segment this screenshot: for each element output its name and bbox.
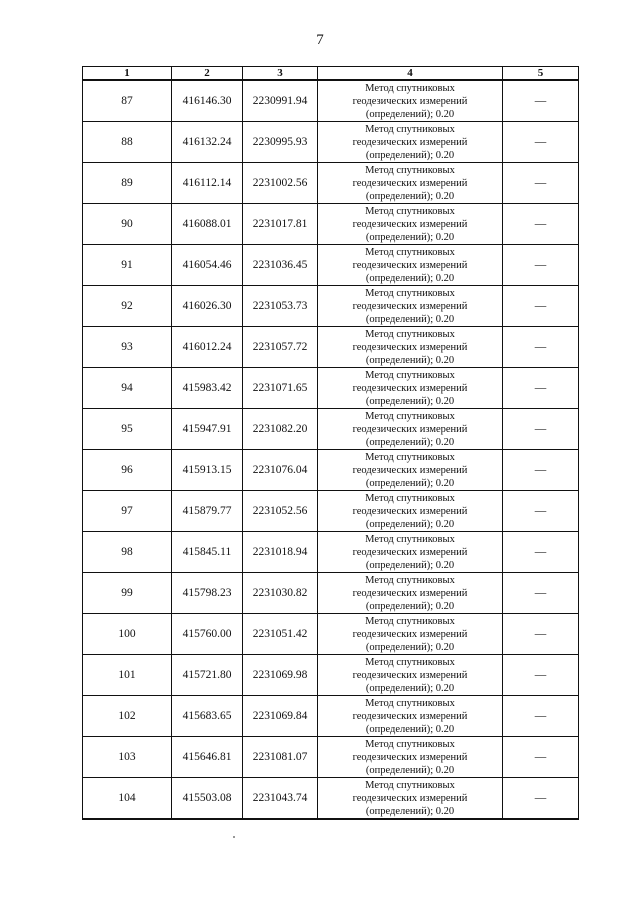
method-line: (определений); 0.20 [365,231,455,243]
method-line: геодезических измерений [352,382,468,394]
method-line: геодезических измерений [352,177,468,189]
method-line: (определений); 0.20 [365,354,455,366]
x-coordinate-cell: 416054.46 [172,245,243,286]
method-line: геодезических измерений [352,751,468,763]
method-cell [318,409,503,450]
point-number-cell: 88 [83,122,172,163]
method-line: (определений); 0.20 [365,313,455,325]
column-5-cell: — [503,409,579,450]
method-line: Метод спутниковых [365,656,455,668]
method-cell [318,778,503,820]
x-coordinate-cell: 415646.81 [172,737,243,778]
point-number-cell: 100 [83,614,172,655]
column-5-cell: — [503,655,579,696]
method-line: (определений); 0.20 [365,272,455,284]
column-header-2: 2 [172,67,243,81]
table-row [83,163,579,204]
method-line: Метод спутниковых [365,246,455,258]
method-line: Метод спутниковых [365,328,455,340]
x-coordinate-cell: 416026.30 [172,286,243,327]
y-coordinate-cell: 2230995.93 [243,122,318,163]
method-line: геодезических измерений [352,710,468,722]
method-line: (определений); 0.20 [365,395,455,407]
table-body [83,80,579,819]
y-coordinate-cell: 2231053.73 [243,286,318,327]
method-line: Метод спутниковых [365,697,455,709]
table-row [83,532,579,573]
method-cell [318,491,503,532]
method-line: геодезических измерений [352,341,468,353]
method-line: геодезических измерений [352,300,468,312]
method-line: (определений); 0.20 [365,477,455,489]
method-line: Метод спутниковых [365,123,455,135]
column-header-5: 5 [503,67,579,81]
point-number-cell: 96 [83,450,172,491]
method-cell [318,655,503,696]
column-5-cell: — [503,245,579,286]
table-row [83,204,579,245]
method-cell [318,368,503,409]
column-header-4: 4 [318,67,503,81]
x-coordinate-cell: 415683.65 [172,696,243,737]
x-coordinate-cell: 416112.14 [172,163,243,204]
method-cell [318,163,503,204]
method-line: Метод спутниковых [365,164,455,176]
x-coordinate-cell: 415879.77 [172,491,243,532]
y-coordinate-cell: 2231043.74 [243,778,318,820]
y-coordinate-cell: 2230991.94 [243,80,318,122]
method-cell [318,327,503,368]
table-row [83,614,579,655]
method-line: Метод спутниковых [365,82,455,94]
point-number-cell: 94 [83,368,172,409]
page-number: 7 [316,32,324,48]
column-5-cell: — [503,737,579,778]
column-5-cell: — [503,491,579,532]
point-number-cell: 93 [83,327,172,368]
y-coordinate-cell: 2231018.94 [243,532,318,573]
method-line: геодезических измерений [352,218,468,230]
method-cell [318,286,503,327]
method-line: Метод спутниковых [365,574,455,586]
method-cell [318,122,503,163]
column-5-cell: — [503,286,579,327]
point-number-cell: 101 [83,655,172,696]
method-line: Метод спутниковых [365,615,455,627]
method-line: геодезических измерений [352,259,468,271]
column-5-cell: — [503,573,579,614]
y-coordinate-cell: 2231082.20 [243,409,318,450]
table-row [83,245,579,286]
method-cell [318,450,503,491]
method-line: (определений); 0.20 [365,518,455,530]
x-coordinate-cell: 415845.11 [172,532,243,573]
point-number-cell: 90 [83,204,172,245]
y-coordinate-cell: 2231069.84 [243,696,318,737]
point-number-cell: 87 [83,80,172,122]
column-header-3: 3 [243,67,318,81]
y-coordinate-cell: 2231081.07 [243,737,318,778]
column-header-1: 1 [83,67,172,81]
column-5-cell: — [503,532,579,573]
point-number-cell: 99 [83,573,172,614]
point-number-cell: 103 [83,737,172,778]
x-coordinate-cell: 416146.30 [172,80,243,122]
table-row [83,368,579,409]
table-row [83,286,579,327]
y-coordinate-cell: 2231036.45 [243,245,318,286]
method-line: геодезических измерений [352,95,468,107]
method-line: Метод спутниковых [365,451,455,463]
column-5-cell: — [503,778,579,820]
column-5-cell: — [503,163,579,204]
x-coordinate-cell: 415798.23 [172,573,243,614]
table-row [83,450,579,491]
column-5-cell: — [503,204,579,245]
column-5-cell: — [503,80,579,122]
x-coordinate-cell: 415947.91 [172,409,243,450]
method-line: Метод спутниковых [365,205,455,217]
coordinates-table [82,66,579,820]
method-line: (определений); 0.20 [365,764,455,776]
y-coordinate-cell: 2231051.42 [243,614,318,655]
x-coordinate-cell: 415503.08 [172,778,243,820]
x-coordinate-cell: 415983.42 [172,368,243,409]
y-coordinate-cell: 2231052.56 [243,491,318,532]
method-line: геодезических измерений [352,792,468,804]
column-5-cell: — [503,327,579,368]
method-line: геодезических измерений [352,669,468,681]
table-row [83,573,579,614]
x-coordinate-cell: 415721.80 [172,655,243,696]
table-row [83,696,579,737]
y-coordinate-cell: 2231071.65 [243,368,318,409]
point-number-cell: 97 [83,491,172,532]
method-line: Метод спутниковых [365,738,455,750]
y-coordinate-cell: 2231002.56 [243,163,318,204]
x-coordinate-cell: 415913.15 [172,450,243,491]
y-coordinate-cell: 2231017.81 [243,204,318,245]
method-line: (определений); 0.20 [365,559,455,571]
x-coordinate-cell: 415760.00 [172,614,243,655]
method-line: Метод спутниковых [365,287,455,299]
method-cell [318,573,503,614]
method-line: (определений); 0.20 [365,805,455,817]
table-header-row [83,67,579,81]
y-coordinate-cell: 2231057.72 [243,327,318,368]
method-line: (определений); 0.20 [365,723,455,735]
y-coordinate-cell: 2231030.82 [243,573,318,614]
method-line: (определений); 0.20 [365,682,455,694]
x-coordinate-cell: 416088.01 [172,204,243,245]
method-line: (определений); 0.20 [365,108,455,120]
column-5-cell: — [503,614,579,655]
x-coordinate-cell: 416012.24 [172,327,243,368]
method-line: геодезических измерений [352,505,468,517]
method-cell [318,245,503,286]
method-cell [318,696,503,737]
method-line: (определений); 0.20 [365,149,455,161]
table-row [83,327,579,368]
column-5-cell: — [503,696,579,737]
point-number-cell: 102 [83,696,172,737]
method-line: (определений); 0.20 [365,190,455,202]
method-line: геодезических измерений [352,628,468,640]
table-row [83,409,579,450]
method-line: геодезических измерений [352,587,468,599]
method-line: (определений); 0.20 [365,600,455,612]
table-row [83,122,579,163]
table-row [83,737,579,778]
method-cell [318,204,503,245]
method-line: геодезических измерений [352,136,468,148]
method-cell [318,80,503,122]
scan-speck [233,836,235,838]
method-line: Метод спутниковых [365,410,455,422]
method-line: Метод спутниковых [365,533,455,545]
column-5-cell: — [503,450,579,491]
y-coordinate-cell: 2231069.98 [243,655,318,696]
method-line: геодезических измерений [352,546,468,558]
method-line: Метод спутниковых [365,492,455,504]
table-row [83,80,579,122]
point-number-cell: 92 [83,286,172,327]
table-row [83,491,579,532]
x-coordinate-cell: 416132.24 [172,122,243,163]
point-number-cell: 95 [83,409,172,450]
method-cell [318,737,503,778]
method-cell [318,614,503,655]
column-5-cell: — [503,122,579,163]
point-number-cell: 104 [83,778,172,820]
method-line: (определений); 0.20 [365,436,455,448]
method-cell [318,532,503,573]
table-row [83,655,579,696]
table-row [83,778,579,820]
point-number-cell: 98 [83,532,172,573]
point-number-cell: 89 [83,163,172,204]
y-coordinate-cell: 2231076.04 [243,450,318,491]
method-line: Метод спутниковых [365,779,455,791]
column-5-cell: — [503,368,579,409]
method-line: Метод спутниковых [365,369,455,381]
method-line: геодезических измерений [352,423,468,435]
point-number-cell: 91 [83,245,172,286]
method-line: геодезических измерений [352,464,468,476]
method-line: (определений); 0.20 [365,641,455,653]
